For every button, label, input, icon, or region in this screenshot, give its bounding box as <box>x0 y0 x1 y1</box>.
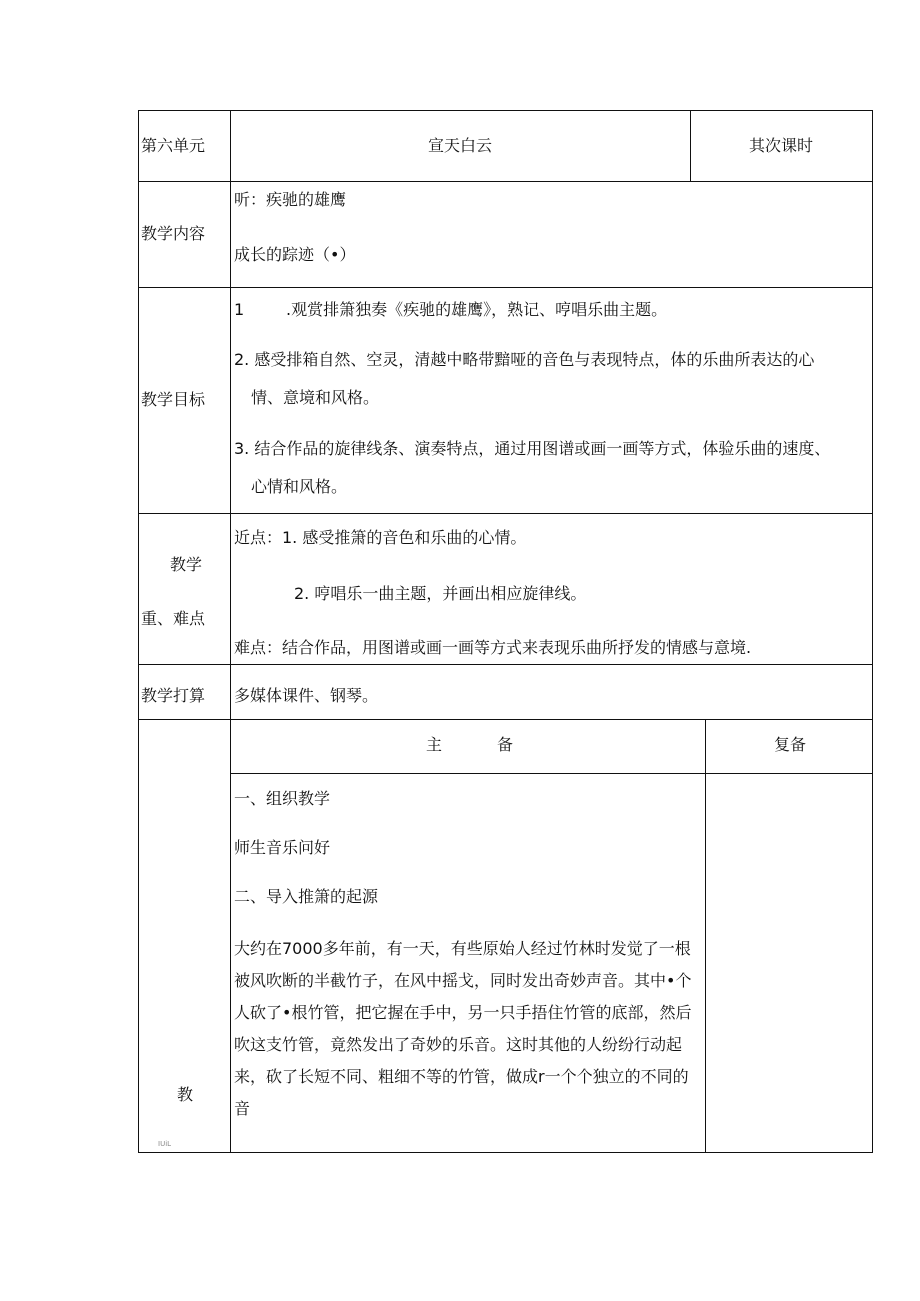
content-label: 教学内容 <box>141 224 206 243</box>
content-item: 成长的踪迹（•） <box>234 245 356 264</box>
section-text: 师生音乐问好 <box>234 838 331 857</box>
table-border-right <box>872 110 873 1153</box>
table-border-left <box>138 110 139 1153</box>
review-prep-header: 复备 <box>774 735 807 754</box>
row-divider <box>138 287 873 288</box>
key-points-label-1: 教学 <box>170 555 203 574</box>
key-points-label-2: 重、难点 <box>141 609 206 628</box>
row-divider <box>138 181 873 182</box>
preparation-label: 教学打算 <box>141 686 206 705</box>
process-header-divider <box>230 773 873 774</box>
row-divider <box>138 664 873 665</box>
goal-1-number: 1 <box>234 300 245 319</box>
difficulty-point: 难点：结合作品，用图谱或画一画等方式来表现乐曲所抒发的情感与意境. <box>234 638 752 657</box>
origin-story-paragraph: 大约在7000多年前，有一天，有些原始人经过竹林时发觉了一根被风吹断的半截竹子，在风中摇戈，同时发出奇妙声音。其中•个人砍了•根竹管，把它握在手中，另一只手捂住竹管的底部，然后吹这支竹管，竟然发出了奇妙的乐音。这时其他的人纷纷行动起来，砍了长短不同、粗细不等的竹管，做成r一个个独立的不同的音 <box>234 939 692 1118</box>
lesson-title: 宣天白云 <box>428 136 493 155</box>
key-point-1: 近点：1. 感受推箫的音色和乐曲的心情。 <box>234 528 527 547</box>
preparation-text: 多媒体课件、钢琴。 <box>234 686 379 705</box>
goal-2-line2: 情、意境和风格。 <box>251 388 380 407</box>
row-divider <box>138 719 873 720</box>
process-sub-label: IUiL <box>158 1140 172 1148</box>
unit-label: 第六单元 <box>141 136 206 155</box>
key-point-2: 2. 哼唱乐一曲主题，并画出相应旋律线。 <box>294 584 587 603</box>
goal-2-line1: 2. 感受排箱自然、空灵，清越中略带黯哑的音色与表现特点，体的乐曲所表达的心 <box>234 350 815 369</box>
section-heading: 一、组织教学 <box>234 789 331 808</box>
process-label: 教 <box>177 1085 194 1104</box>
content-item: 听：疾驰的雄鹰 <box>234 190 347 209</box>
goals-label: 教学目标 <box>141 390 206 409</box>
review-column-divider <box>705 719 706 1153</box>
section-heading: 二、导入推箫的起源 <box>234 887 379 906</box>
row-divider <box>138 513 873 514</box>
label-column-divider <box>230 110 231 1153</box>
main-prep-header-1: 主 <box>426 735 443 754</box>
goal-3-line2: 心情和风格。 <box>251 477 348 496</box>
table-border-top <box>138 110 873 111</box>
table-border-bottom <box>138 1152 873 1153</box>
header-lesson-divider <box>690 110 691 182</box>
goal-3-line1: 3. 结合作品的旋律线条、演奏特点，通过用图谱或画一画等方式，体验乐曲的速度、 <box>234 439 831 458</box>
lesson-period: 其次课时 <box>749 136 814 155</box>
goal-1-text: .观赏排箫独奏《疾驰的雄鹰》，熟记、哼唱乐曲主题。 <box>286 300 668 319</box>
main-prep-header-2: 备 <box>497 735 514 754</box>
